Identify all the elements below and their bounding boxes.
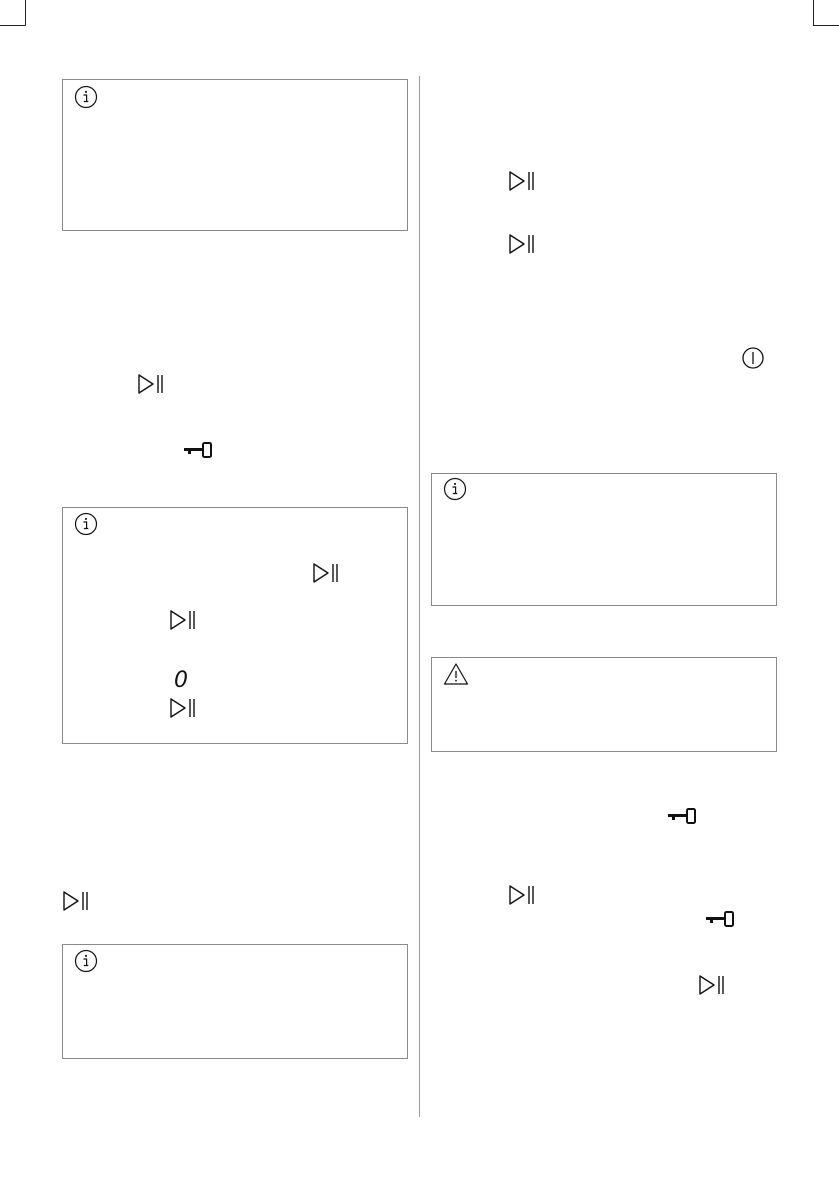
key-icon: [705, 909, 735, 929]
info-circle-icon: [443, 477, 467, 501]
play-pause-icon: [169, 609, 197, 631]
power-icon: [741, 346, 765, 370]
key-icon: [183, 440, 213, 460]
column-divider: [419, 76, 420, 1117]
info-circle-icon: [74, 85, 98, 109]
play-pause-icon: [312, 562, 340, 584]
display-digit: 0: [174, 668, 188, 693]
warning-note-box: [431, 657, 777, 752]
play-pause-icon: [508, 170, 536, 192]
info-note-box-4: [431, 473, 777, 606]
crop-mark-top-left-v: [25, 0, 26, 26]
info-circle-icon: [74, 512, 98, 536]
info-circle-icon: [74, 949, 98, 973]
warning-triangle-icon: [443, 662, 469, 686]
play-pause-icon: [508, 884, 536, 906]
info-note-box-1: [62, 79, 408, 231]
play-pause-icon: [698, 974, 726, 996]
play-pause-icon: [137, 373, 165, 395]
crop-mark-top-right-v: [813, 0, 814, 26]
crop-mark-top-left-h: [0, 25, 26, 26]
play-pause-icon: [62, 890, 90, 912]
crop-mark-top-right-h: [813, 25, 839, 26]
info-note-box-2: [62, 507, 408, 744]
key-icon: [667, 806, 697, 826]
play-pause-icon: [508, 233, 536, 255]
info-note-box-3: [62, 944, 408, 1059]
play-pause-icon: [169, 697, 197, 719]
